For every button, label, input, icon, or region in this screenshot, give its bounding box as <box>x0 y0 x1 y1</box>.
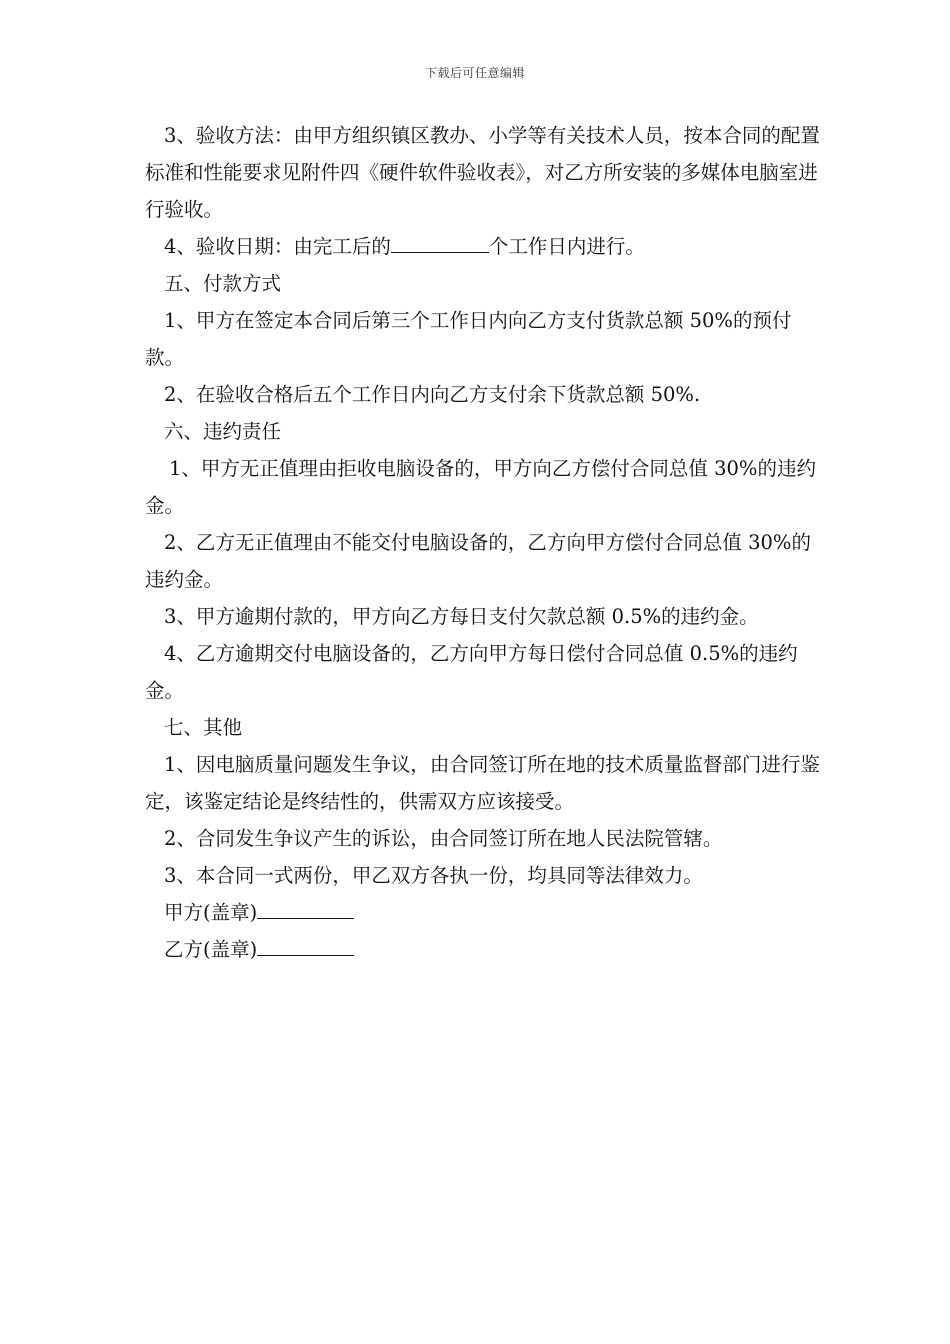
clause-acceptance-date <box>145 228 825 265</box>
section-heading-payment: 五、付款方式 <box>164 272 282 295</box>
clause-prepayment: 1、甲方在签定本合同后第三个工作日内向乙方支付货款总额 50%的预付款。 <box>145 309 792 369</box>
signature-party-a <box>145 894 825 931</box>
party-b-label: 乙方(盖章) <box>164 938 258 961</box>
clause-other-1: 1、因电脑质量问题发生争议，由合同签订所在地的技术质量监督部门进行鉴定，该鉴定结论是终结性的，供需双方应该接受。 <box>145 753 820 813</box>
acceptance-date-suffix: 个工作日内进行。 <box>488 235 645 258</box>
clause-other-3: 3、本合同一式两份，甲乙双方各执一份，均具同等法律效力。 <box>164 864 703 887</box>
clause-acceptance-method: 3、验收方法：由甲方组织镇区教办、小学等有关技术人员，按本合同的配置标准和性能要求见附件四《硬件软件验收表》，对乙方所安装的多媒体电脑室进行验收。 <box>145 124 820 221</box>
clause-other-2: 2、合同发生争议产生的诉讼，由合同签订所在地人民法院管辖。 <box>164 827 723 850</box>
signature-party-b <box>145 931 825 968</box>
acceptance-date-prefix: 4、验收日期：由完工后的 <box>164 235 391 258</box>
clause-liability-2: 2、乙方无正值理由不能交付电脑设备的，乙方向甲方偿付合同总值 30%的违约金。 <box>145 531 811 591</box>
clause-final-payment: 2、在验收合格后五个工作日内向乙方支付余下货款总额 50%. <box>164 383 701 406</box>
clause-liability-3: 3、甲方逾期付款的，甲方向乙方每日支付欠款总额 0.5%的违约金。 <box>164 605 759 628</box>
clause-liability-1: 1、甲方无正值理由拒收电脑设备的，甲方向乙方偿付合同总值 30%的违约金。 <box>145 457 816 517</box>
party-a-label: 甲方(盖章) <box>164 901 258 924</box>
clause-liability-4: 4、乙方逾期交付电脑设备的，乙方向甲方每日偿付合同总值 0.5%的违约金。 <box>145 642 798 702</box>
contract-body <box>145 117 825 968</box>
acceptance-days-blank <box>391 230 489 253</box>
party-a-signature-blank <box>257 896 354 919</box>
section-heading-liability: 六、违约责任 <box>164 420 282 443</box>
section-heading-other: 七、其他 <box>164 716 243 739</box>
party-b-signature-blank <box>257 933 354 956</box>
page-header: 下载后可任意编辑 <box>424 66 525 80</box>
